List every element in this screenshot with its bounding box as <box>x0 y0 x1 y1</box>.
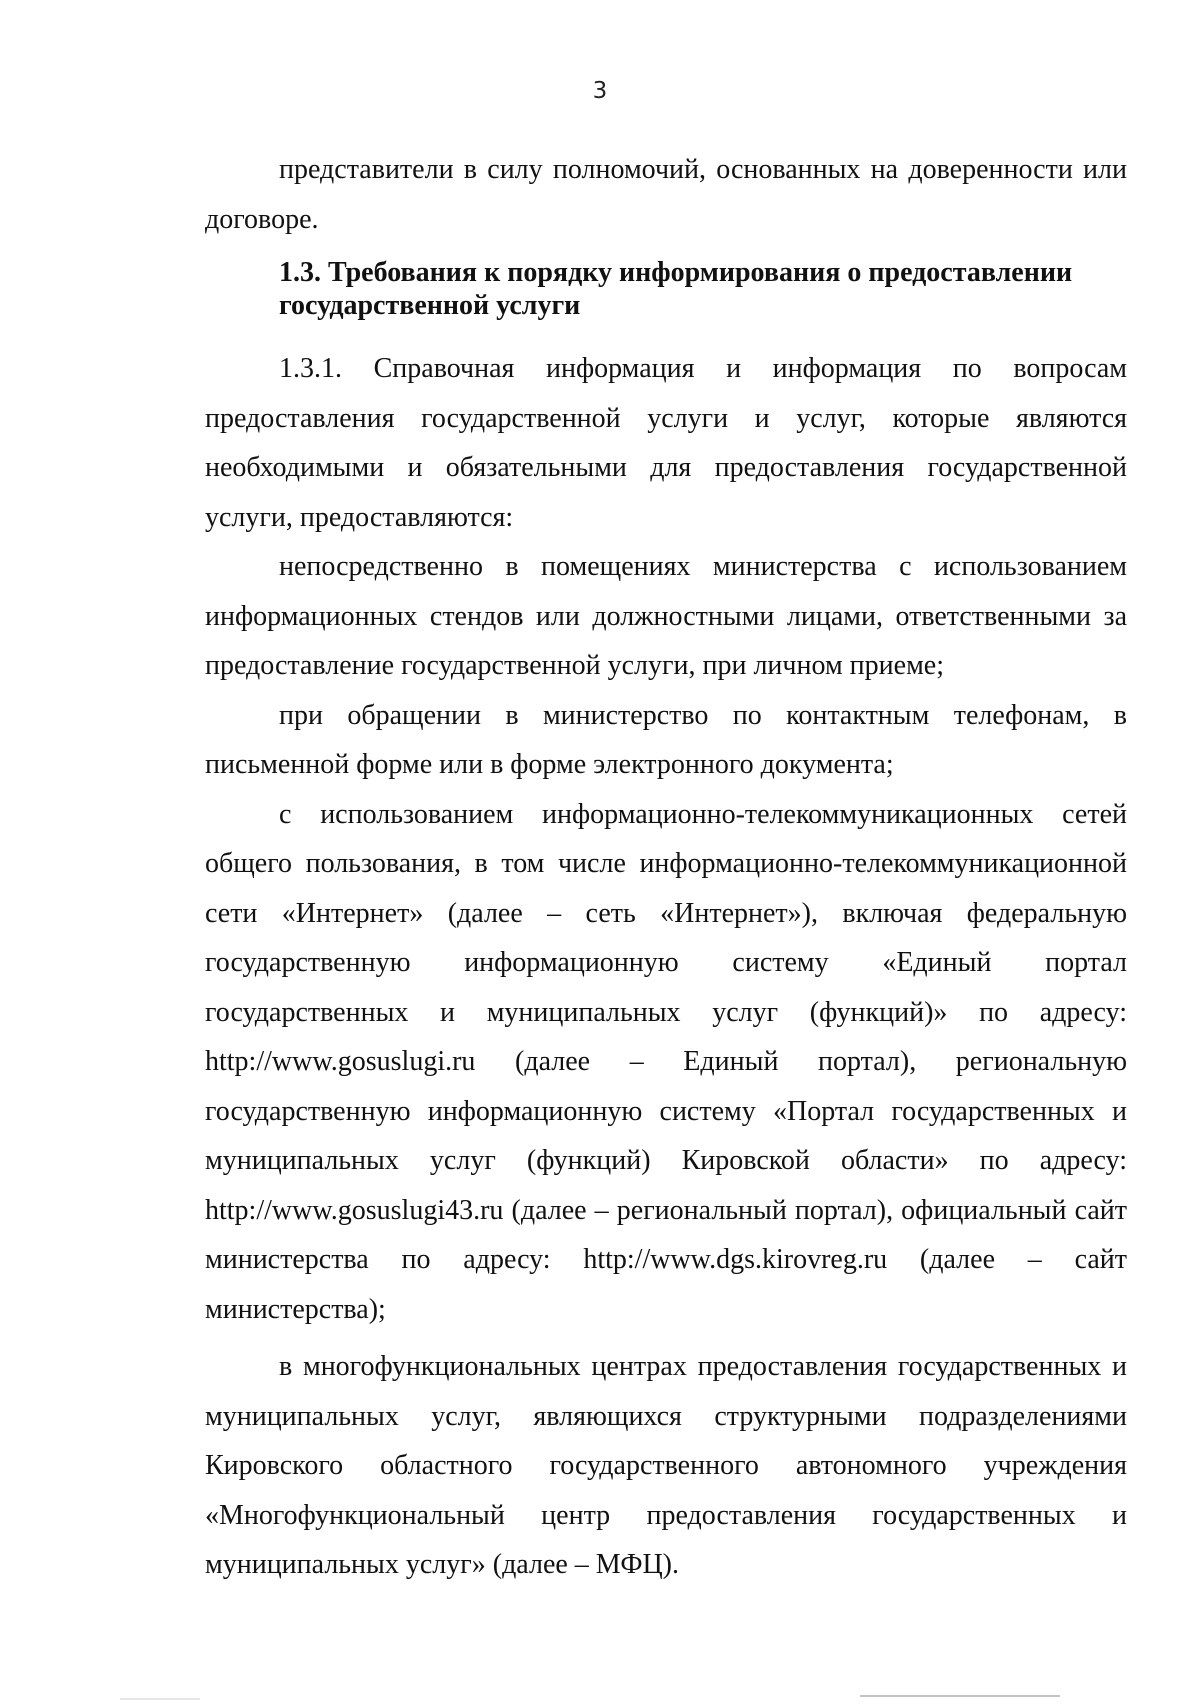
scan-artifact <box>120 1698 200 1700</box>
document-body <box>205 145 1127 1590</box>
paragraph-internet: с использованием информационно-телекоммуникационных сетей общего пользования, в том числе информационно-телекоммуникационной сети «Интернет» (далее – сеть «Интернет»), включая федеральную государственную информационную систему «Единый портал государственных и муниципальных услуг (функций)» по адресу: http://www.gosuslugi.ru (далее – Единый портал), региональную государственную информационную систему «Портал государственных и муниципальных услуг (функций) Кировской области» по адресу: http://www.gosuslugi43.ru (далее – региональный портал), официальный сайт министерства по адресу: http://www.dgs.kirovreg.ru (далее – сайт министерства); <box>205 798 1127 1325</box>
paragraph-mfc: в многофункциональных центрах предоставления государственных и муниципальных услуг, являющихся структурными подразделениями Кировского областного государственного автономного учреждения «Многофункциональный центр предоставления государственных и муниципальных услуг» (далее – МФЦ). <box>205 1351 1127 1580</box>
paragraph-premises: непосредственно в помещениях министерства с использованием информационных стендов или должностными лицами, ответственными за предоставление государственной услуги, при личном приеме; <box>205 551 1127 681</box>
scan-artifact <box>860 1695 1060 1697</box>
section-heading: 1.3. Требования к порядку информирования о предоставлении государственной услуги <box>279 257 1073 321</box>
paragraph-contact: при обращении в министерство по контактным телефонам, в письменной форме или в форме электронного документа; <box>205 699 1127 780</box>
paragraph-continuation: представители в силу полномочий, основанных на доверенности или договоре. <box>205 154 1127 235</box>
page-number: 3 <box>592 78 608 104</box>
paragraph-1-3-1: 1.3.1. Справочная информация и информация по вопросам предоставления государственной услуги и услуг, которые являются необходимыми и обязательными для предоставления государственной услуги, предоставляются: <box>205 353 1127 533</box>
